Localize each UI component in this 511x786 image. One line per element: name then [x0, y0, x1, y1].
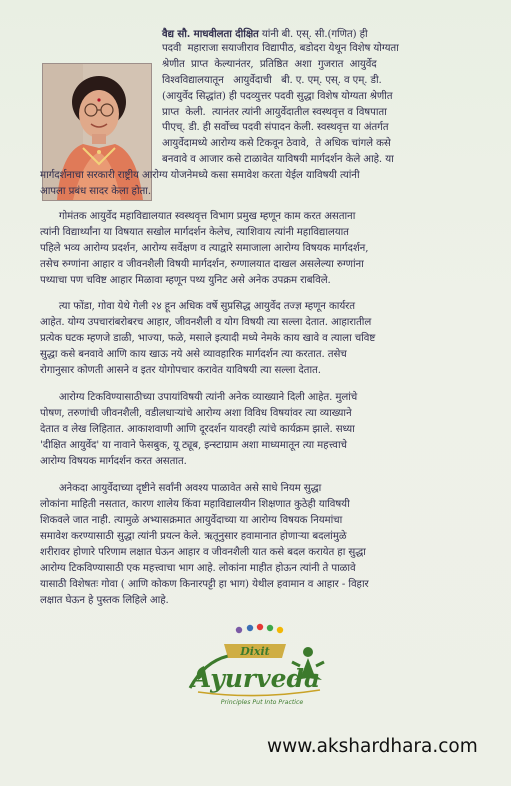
- bio-line: सुद्धा कसे बनवावे आणि काय खाऊ नये असे व्यावहारिक मार्गदर्शन त्या करतात. तसेच: [40, 349, 347, 360]
- bio-line: समावेश करण्यासाठी सुद्धा त्यांनी प्रयत्न केले. ऋतूनुसार हवामानात होणाऱ्या बदलांमुळे: [40, 531, 347, 542]
- bio-line: (आयुर्वेद सिद्धांत) ही पदव्युत्तर पदवी सुद्धा विशेष योग्यता श्रेणीत: [162, 91, 393, 102]
- bio-line: शिकवले जात नाही. त्यामुळे अभ्यासक्रमात आयुर्वेदाच्या या आरोग्य विषयक नियमांचा: [40, 515, 343, 526]
- logo-tagline: Principles Put Into Practice: [220, 699, 304, 706]
- bio-line: पथ्याचा पण चविष्ट आहार मिळावा म्हणून पथ्य युनिट असे अनेक उपक्रम राबविले.: [40, 275, 331, 286]
- bio-line: त्यांनी विद्यार्थ्यांना या विषयात सखोल मार्गदर्शन केलेच, त्याशिवाय त्यांनी महाविद्यालयात: [40, 227, 349, 238]
- bio-line: लोकांना माहिती नसतात, कारण शालेय किंवा महाविद्यालयीन शिक्षणात कुठेही याविषयी: [40, 499, 350, 510]
- author-name: वैद्य सौ. माधवीलता दीक्षित: [162, 28, 259, 40]
- bio-line: पदवी महाराजा सयाजीराव विद्यापीठ, बडोदरा येथून विशेष योग्यता: [162, 43, 399, 54]
- bio-line: यासाठी विशेषतः गोवा ( आणि कोकण किनारपट्टी हा भाग) येथील हवामान व आहार - विहार: [40, 579, 369, 590]
- bio-line: प्रत्येक घटक म्हणजे डाळी, भाज्या, फळे, मसाले इत्यादी मध्ये नेमके काय खावे व त्याला चविष्ट: [40, 333, 376, 344]
- bio-line: आहेत. योग्य उपचारांबरोबरच आहार, जीवनशैली व योग विषयी त्या सल्ला देतात. आहारातील: [40, 317, 372, 328]
- bio-line: 'दीक्षित आयुर्वेद' या नावाने फेसबुक, यू ट्यूब, इन्स्टाग्राम अशा माध्यमातून त्या महत्त्वाचे: [40, 440, 347, 451]
- bio-line: गोमंतक आयुर्वेद महाविद्यालयात स्वस्थवृत्त विभाग प्रमुख म्हणून काम करत असताना: [40, 211, 356, 222]
- bio-line: आयुर्वेदामध्ये आरोग्य कसे टिकवून ठेवावे, ते अधिक चांगले कसे: [162, 138, 391, 149]
- bio-line: श्रेणीत प्राप्त केल्यानंतर, प्रतिष्ठित अशा गुजरात आयुर्वेद: [162, 59, 377, 70]
- bio-line: बनवावे व आजार कसे टाळावेत याविषयी मार्गदर्शन केले आहे. या: [162, 154, 394, 165]
- bio-line: अनेकदा आयुर्वेदाच्या दृष्टीने सर्वांनी अवश्य पाळावेत असे साधे नियम सुद्धा: [40, 483, 322, 494]
- website-url: www.akshardhara.com: [267, 736, 478, 757]
- dixit-ayurveda-logo: [184, 622, 334, 722]
- bio-line: आरोग्य टिकविण्यासाठीच्या उपायांविषयी त्यांनी अनेक व्याख्याने दिली आहेत. मुलांचे: [40, 392, 358, 403]
- author-intro: यांनी बी. एस्. सी.(गणित) ही: [258, 29, 368, 40]
- bio-line: पोषण, तरुणांची जीवनशैली, वडीलधाऱ्यांचे आरोग्य अशा विविध विषयांवर त्या व्याख्याने: [40, 408, 352, 419]
- bio-line: देतात व लेख लिहितात. आकाशवाणी आणि दूरदर्शन यावरही त्यांचे कार्यक्रम झाले. सध्या: [40, 424, 355, 435]
- author-intro-line: [162, 27, 368, 42]
- bio-line: त्या फोंडा, गोवा येथे गेली २४ हून अधिक वर्षे सुप्रसिद्ध आयुर्वेद तज्ज्ञ म्हणून कार्यरत: [40, 301, 355, 312]
- bio-line: प्राप्त केली. त्यानंतर त्यांनी आयुर्वेदातील स्वस्थवृत्त व विषपाता: [162, 107, 387, 118]
- bio-line: मार्गदर्शनाचा सरकारी राष्ट्रीय आरोग्य योजनेमध्ये कसा समावेश करता येईल याविषयी त्यांनी: [40, 170, 360, 181]
- logo-brand-main: Ayurveda: [191, 664, 321, 693]
- bio-line: पहिले भव्य आरोग्य प्रदर्शन, आरोग्य सर्वेक्षण व त्याद्वारे समाजाला आरोग्य विषयक मार्गदर्शन,: [40, 243, 369, 254]
- logo-brand-top: Dixit: [240, 645, 270, 658]
- bio-line: आरोग्य विषयक मार्गदर्शन करत असतात.: [40, 456, 187, 467]
- bio-line: लक्षात घेऊन हे पुस्तक लिहिले आहे.: [40, 595, 169, 606]
- bio-line: शरीरावर होणारे परिणाम लक्षात घेऊन आहार व जीवनशैली यात कसे बदल करायेत हा सुद्धा: [40, 547, 366, 558]
- bio-line: रोगानुसार कोणती आसने व इतर योगोपचार करावेत याविषयी त्या सल्ला देतात.: [40, 365, 321, 376]
- bio-line: आरोग्य टिकविण्यासाठी एक महत्त्वाचा भाग आहे. लोकांना माहीत होऊन त्यांनी ते पाळावे: [40, 563, 356, 574]
- bio-line: पीएच्. डी. ही सर्वोच्च पदवी संपादन केली. स्वस्थवृत्त या अंतर्गत: [162, 122, 389, 133]
- bio-line: आपला प्रबंध सादर केला होता.: [40, 186, 151, 197]
- bio-line: तसेच रुग्णांना आहार व जीवनशैली विषयी मार्गदर्शन, रुग्णालयात दाखल असलेल्या रुग्णांना: [40, 259, 364, 270]
- bio-line: विश्वविद्यालयातून आयुर्वेदाची बी. ए. एम्. एस्. व एम्. डी.: [162, 75, 382, 86]
